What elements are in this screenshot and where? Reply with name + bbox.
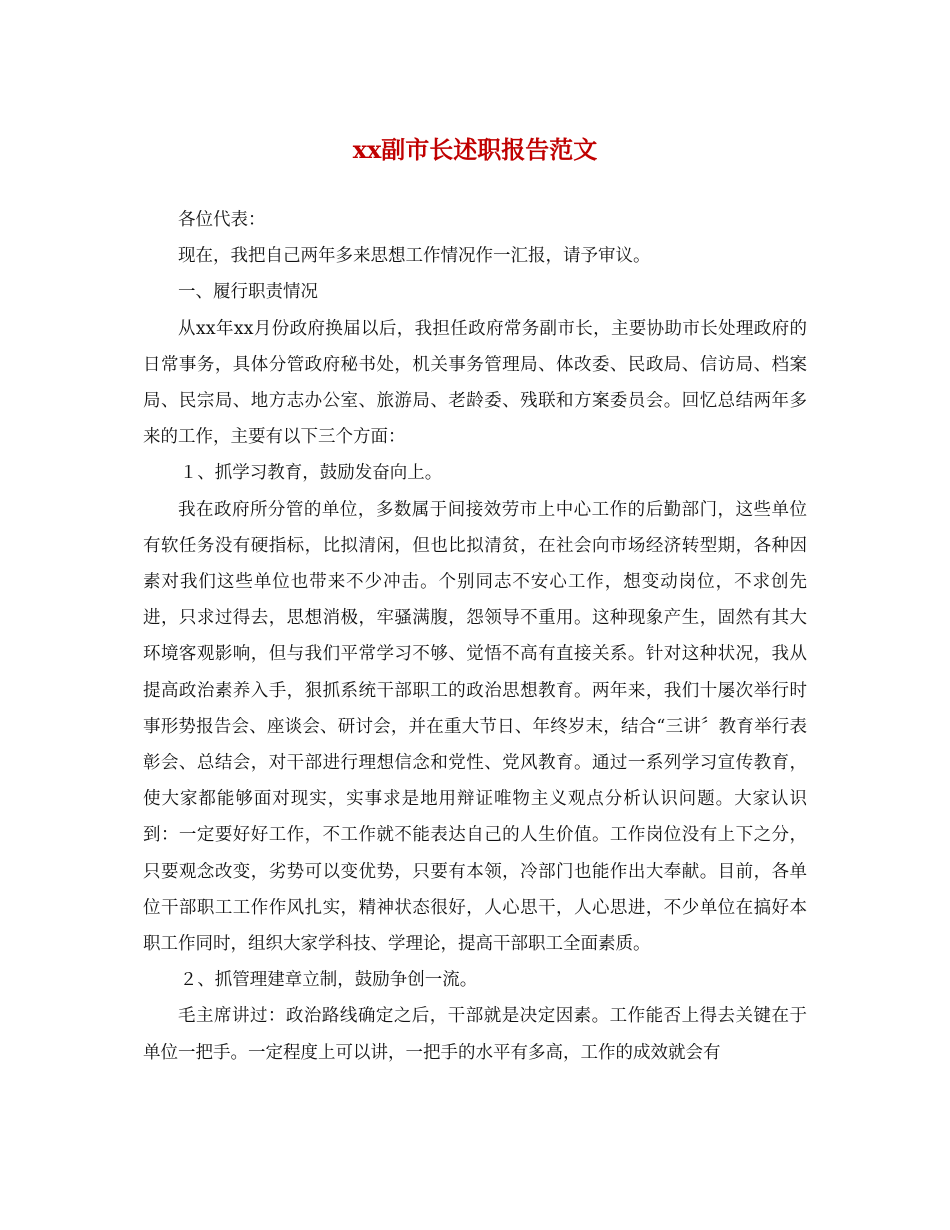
subsection-heading: １、抓学习教育，鼓励发奋向上。	[179, 463, 443, 484]
document-body	[143, 202, 807, 1071]
subsection-heading: ２、抓管理建章立制，鼓励争创一流。	[179, 970, 478, 991]
body-paragraph: 我在政府所分管的单位，多数属于间接效劳市上中心工作的后勤部门，这些单位有软任务没有硬指标，比拟清闲，但也比拟清贫，在社会向市场经济转型期，各种因素对我们这些单位也带来不少冲击。个别同志不安心工作，想变动岗位，不求创先进，只求过得去，思想消极，牢骚满腹，怨领导不重用。这种现象产生，固然有其大环境客观影响，但与我们平常学习不够、觉悟不高有直接关系。针对这种状况，我从提高政治素养入手，狠抓系统干部职工的政治思想教育。两年来，我们十屡次举行时事形势报告会、座谈会、研讨会，并在重大节日、年终岁末，结合“三讲〞教育举行表彰会、总结会，对干部进行理想信念和党性、党风教育。通过一系列学习宣传教育，使大家都能够面对现实，实事求是地用辩证唯物主义观点分析认识问题。大家认识到：一定要好好工作，不工作就不能表达自己的人生价值。工作岗位没有上下之分，只要观念改变，劣势可以变优势，只要有本领，冷部门也能作出大奉献。目前，各单位干部职工工作作风扎实，精神状态很好，人心思干，人心思进，不少单位在搞好本职工作同时，组织大家学科技、学理论，提高干部职工全面素质。	[143, 499, 807, 955]
body-paragraph: 毛主席讲过：政治路线确定之后，干部就是决定因素。工作能否上得去关键在于单位一把手。一定程度上可以讲，一把手的水平有多高，工作的成效就会有	[143, 1006, 807, 1063]
section-heading: 一、履行职责情况	[178, 282, 318, 303]
salutation: 各位代表：	[178, 210, 266, 230]
body-paragraph: 从xx年xx月份政府换届以后，我担任政府常务副市长，主要协助市长处理政府的日常事务，具体分管政府秘书处，机关事务管理局、体改委、民政局、信访局、档案局、民宗局、地方志办公室、旅游局、老龄委、残联和方案委员会。回忆总结两年多来的工作，主要有以下三个方面：	[143, 318, 807, 448]
document-title: xx副市长述职报告范文	[352, 135, 598, 164]
intro-paragraph: 现在，我把自己两年多来思想工作情况作一汇报，请予审议。	[178, 246, 651, 267]
